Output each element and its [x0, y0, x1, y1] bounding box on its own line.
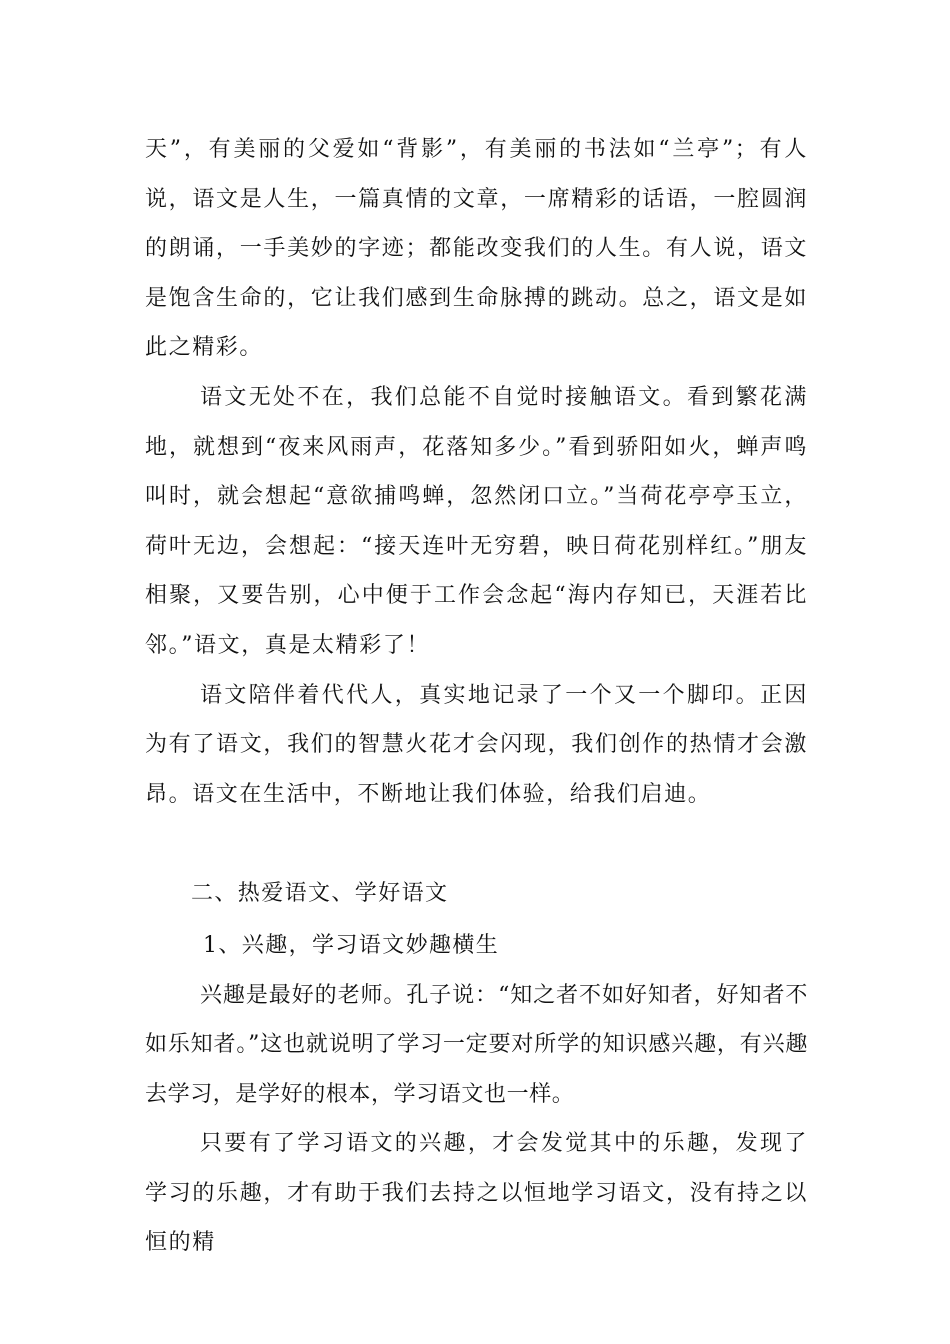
- subsection-heading: 1、兴趣，学习语文妙趣横生: [203, 932, 500, 958]
- paragraph: 语文陪伴着代代人，真实地记录了一个又一个脚印。正因为有了语文，我们的智慧火花才会闪现，我们创作的热情才会激昂。语文在生活中，不断地让我们体验，给我们启迪。: [145, 682, 808, 807]
- document-body: [145, 125, 808, 1268]
- paragraph: 兴趣是最好的老师。孔子说：“知之者不如好知者，好知者不如乐知者。”这也就说明了学习一定要对所学的知识感兴趣，有兴趣去学习，是学好的根本，学习语文也一样。: [145, 982, 808, 1107]
- section-heading: 二、热爱语文、学好语文: [191, 881, 449, 907]
- paragraph-continued: 天”，有美丽的父爱如“背影”，有美丽的书法如“兰亭”；有人说，语文是人生，一篇真情的文章，一席精彩的话语，一腔圆润的朗诵，一手美妙的字迹；都能改变我们的人生。有人说，语文是饱含生命的，它让我们感到生命脉搏的跳动。总之，语文是如此之精彩。: [145, 137, 808, 361]
- paragraph: 只要有了学习语文的兴趣，才会发觉其中的乐趣，发现了学习的乐趣，才有助于我们去持之以恒地学习语文，没有持之以恒的精: [145, 1131, 808, 1256]
- paragraph: 语文无处不在，我们总能不自觉时接触语文。看到繁花满地，就想到“夜来风雨声，花落知多少。”看到骄阳如火，蝉声鸣叫时，就会想起“意欲捕鸣蝉，忽然闭口立。”当荷花亭亭玉立，荷叶无边，会想起：“接天连叶无穷碧，映日荷花别样红。”朋友相聚，又要告别，心中便于工作会念起“海内存知已，天涯若比邻。”语文，真是太精彩了！: [145, 384, 808, 658]
